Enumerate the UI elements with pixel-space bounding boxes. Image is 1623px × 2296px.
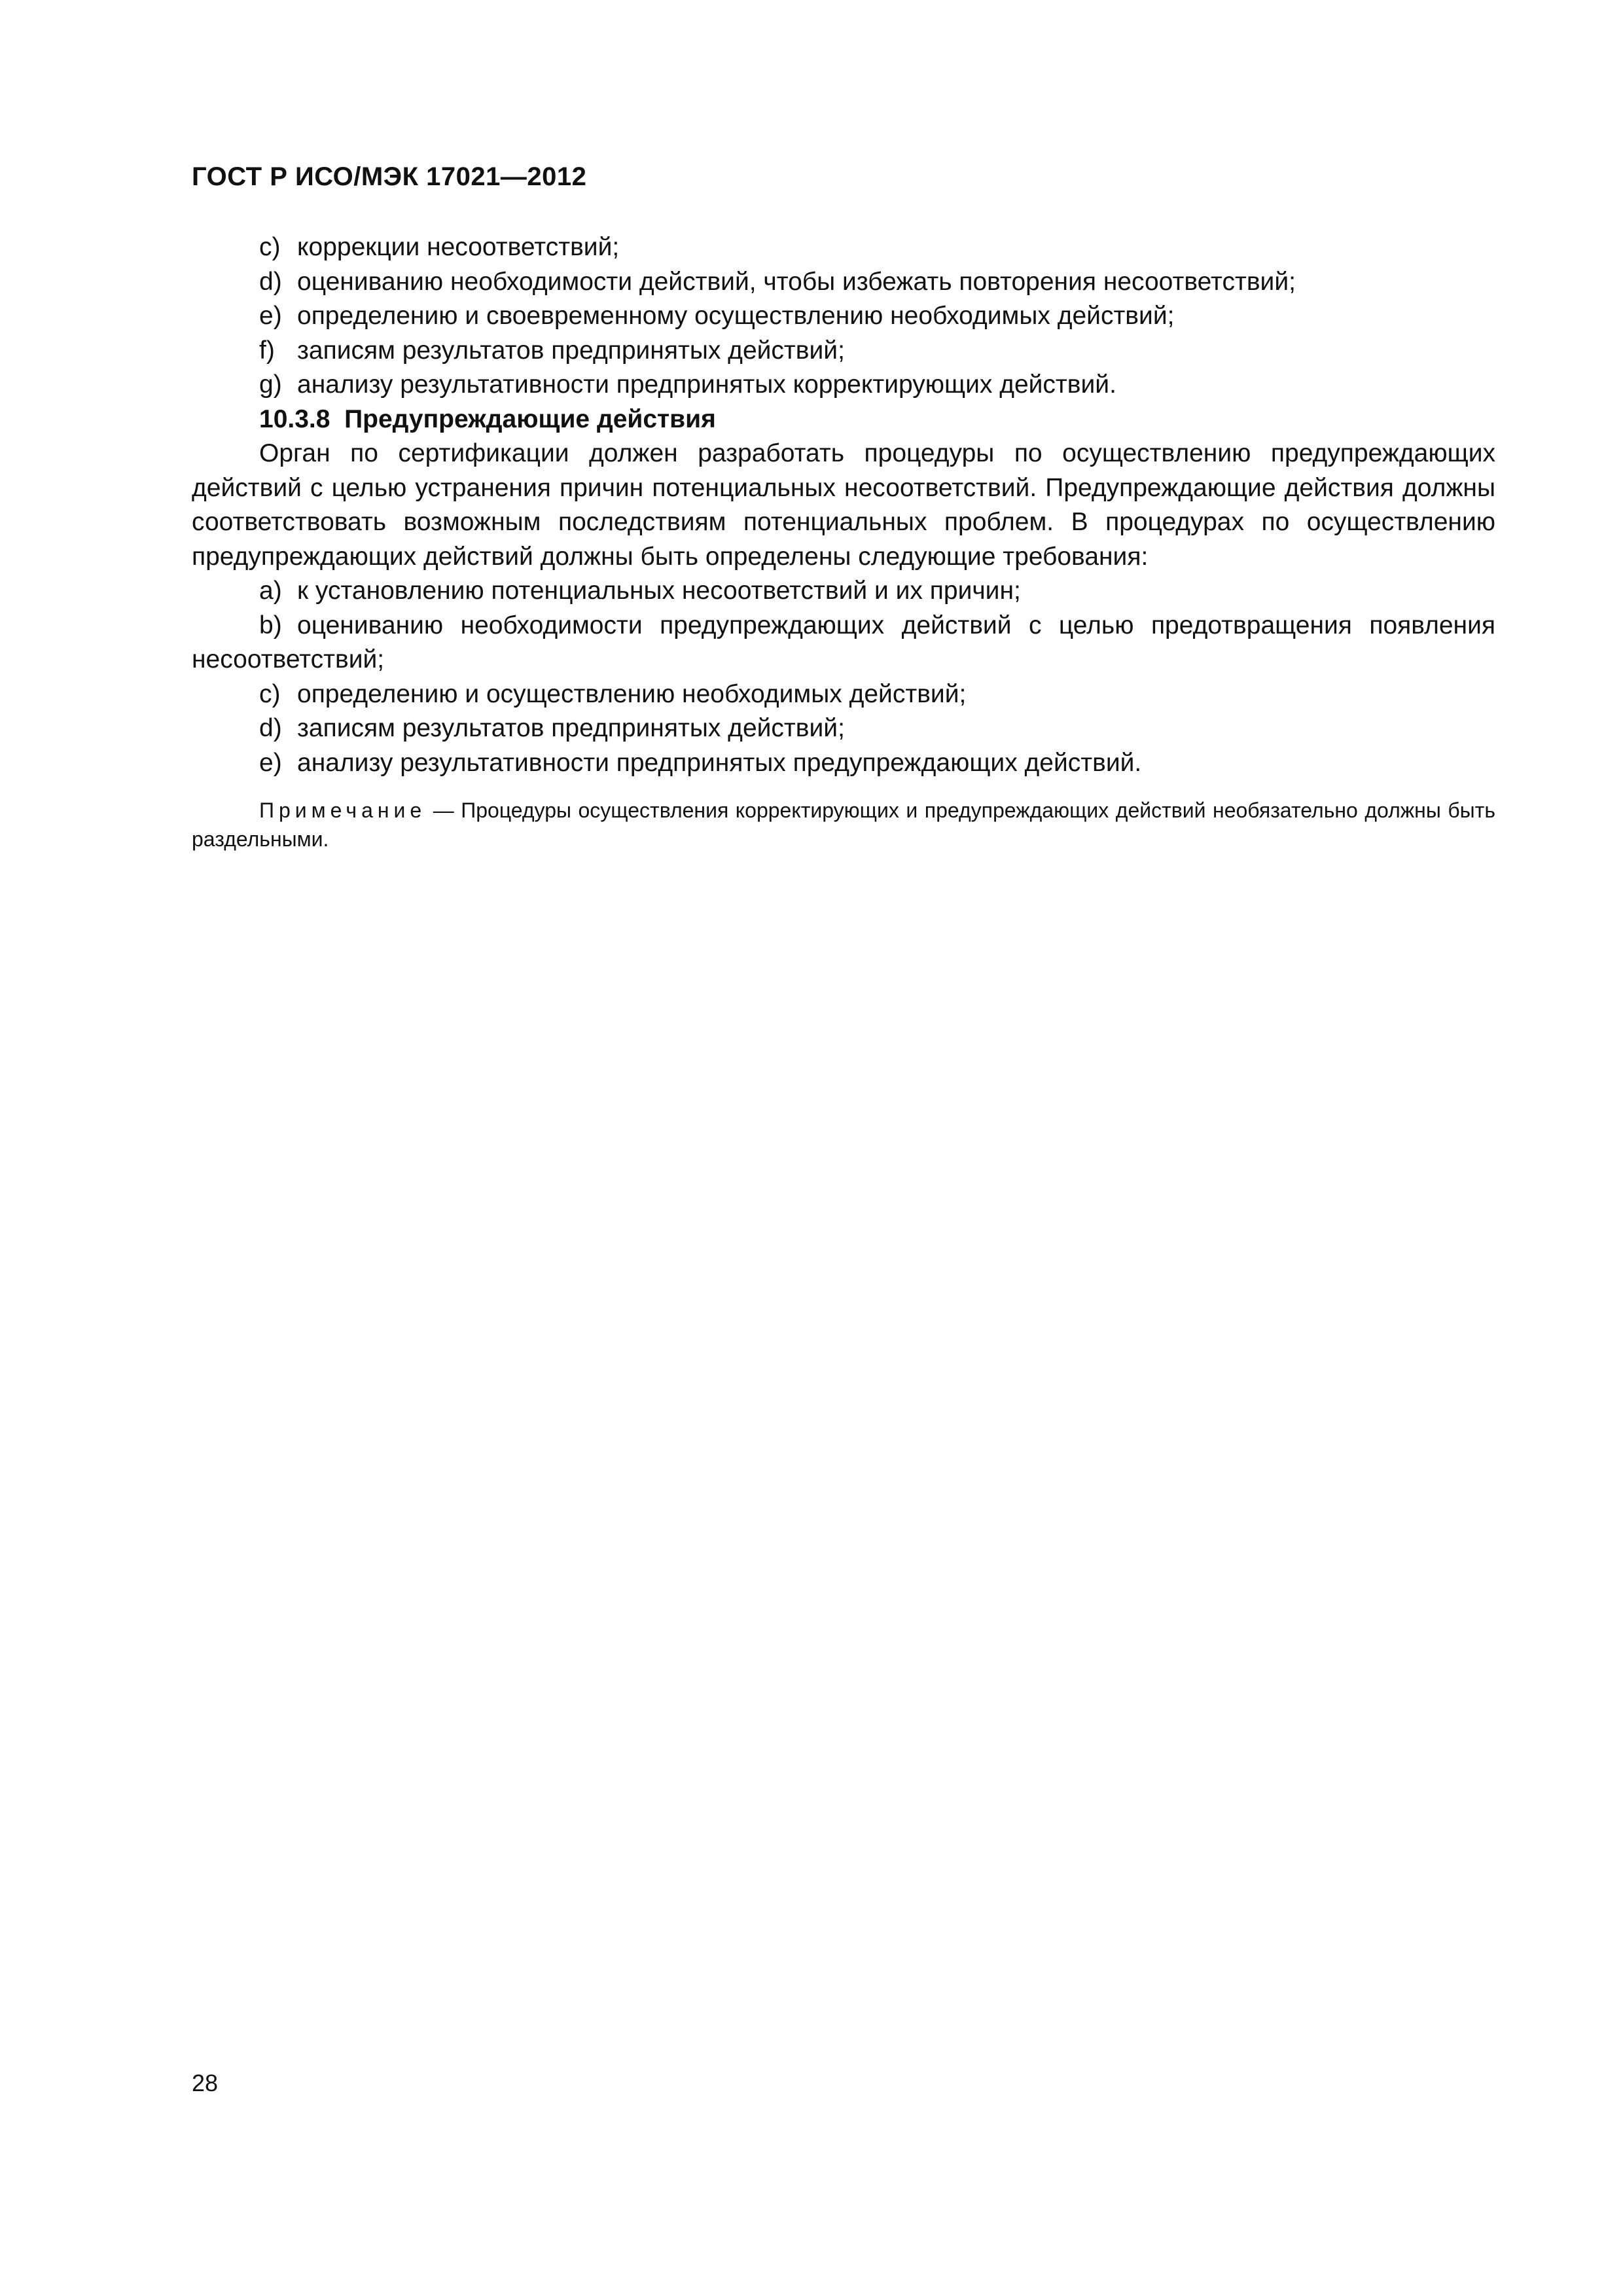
- list-item-label: d): [259, 267, 282, 296]
- note-dash: —: [426, 798, 461, 822]
- note-label: Примечание: [259, 798, 427, 822]
- page-content: [192, 230, 1495, 853]
- section-number: 10.3.8: [259, 404, 330, 433]
- list-item-label: g): [259, 370, 282, 399]
- list-item: [192, 265, 1495, 300]
- list-item-text: коррекции несоответствий;: [297, 233, 620, 261]
- list-item: [192, 711, 1495, 746]
- list-item-text: к установлению потенциальных несоответствий и их причин;: [297, 577, 1021, 605]
- list-item-text: определению и своевременному осуществлению необходимых действий;: [297, 302, 1175, 330]
- list-item: [192, 746, 1495, 781]
- note: [192, 796, 1495, 853]
- list-item: [192, 334, 1495, 368]
- section-paragraph: Орган по сертификации должен разработать процедуры по осуществлению предупреждающих действий с целью устранения причин потенциальных несоответствий. Предупреждающие действия должны соответствовать возможным последствиям потенциальных проблем. В процедурах по осуществлению предупреждающих действий должны быть определены следующие требования:: [192, 439, 1495, 571]
- list-item: [192, 368, 1495, 403]
- list-item-text: записям результатов предпринятых действий;: [297, 336, 845, 365]
- note-text: Процедуры осуществления корректирующих и предупреждающих действий необязательно должны быть раздельными.: [192, 798, 1496, 851]
- page-number: 28: [192, 2070, 219, 2096]
- list-item: [192, 230, 1495, 265]
- list-item-text: оцениванию необходимости предупреждающих действий с целью предотвращения появления несоответствий;: [192, 611, 1495, 673]
- list-item: [192, 609, 1495, 677]
- list-item-label: c): [259, 233, 281, 261]
- list-item: [192, 574, 1495, 609]
- list-item: [192, 677, 1495, 712]
- list-item-label: b): [259, 611, 282, 639]
- section-title: Предупреждающие действия: [344, 404, 716, 433]
- document-header: ГОСТ Р ИСО/МЭК 17021—2012: [192, 162, 587, 191]
- list-item-text: оцениванию необходимости действий, чтобы избежать повторения несоответствий;: [297, 267, 1296, 296]
- list-item-label: e): [259, 302, 282, 330]
- list-item-label: f): [259, 336, 275, 365]
- list-item-text: записям результатов предпринятых действий;: [297, 714, 845, 742]
- list-item: [192, 299, 1495, 334]
- list-item-label: c): [259, 679, 281, 708]
- section-heading: [192, 403, 1495, 437]
- list-item-text: определению и осуществлению необходимых действий;: [297, 679, 967, 708]
- list-item-label: e): [259, 748, 282, 777]
- list-item-label: d): [259, 714, 282, 742]
- list-item-label: a): [259, 577, 282, 605]
- list-item-text: анализу результативности предпринятых предупреждающих действий.: [297, 748, 1142, 777]
- list-item-text: анализу результативности предпринятых корректирующих действий.: [297, 370, 1116, 399]
